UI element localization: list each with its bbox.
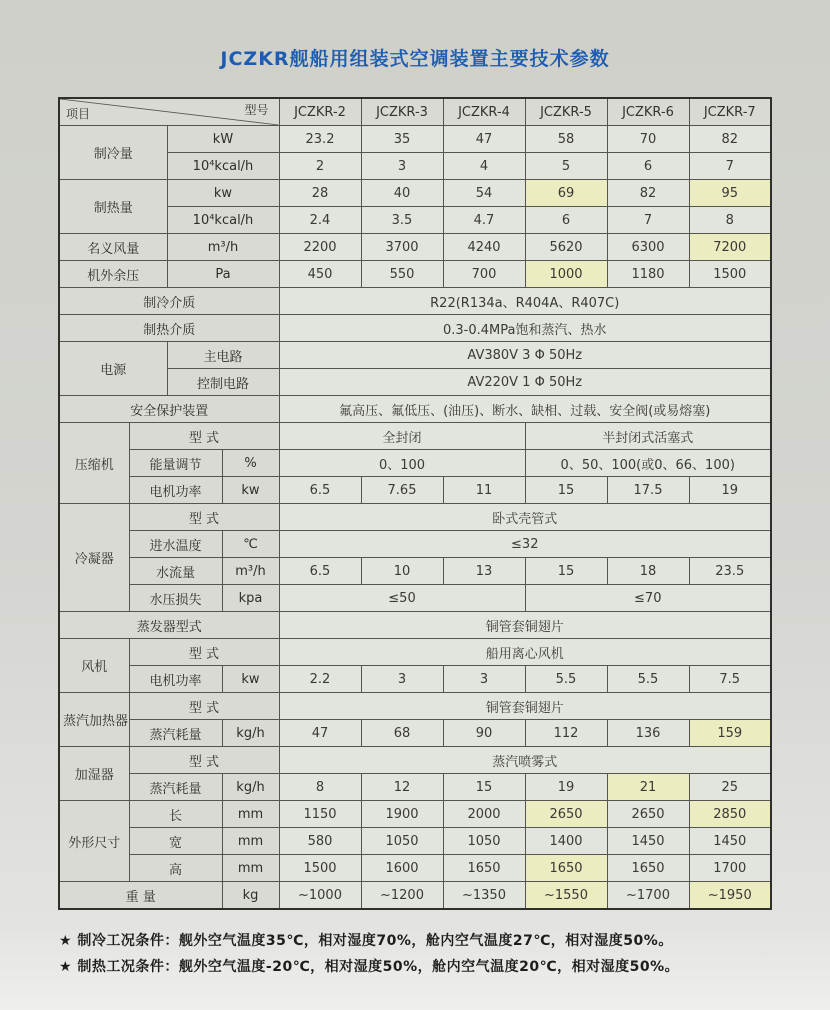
value-cell: 550 xyxy=(361,261,443,288)
value-cell: 58 xyxy=(525,126,607,153)
value-cell: 1650 xyxy=(525,855,607,882)
value-cell: 1700 xyxy=(689,855,771,882)
value-cell: 580 xyxy=(279,828,361,855)
footnote-heating-condition: ★ 制热工况条件：舰外空气温度-20℃，相对湿度50%，舱内空气温度20℃，相对湿度50%。 xyxy=(59,959,680,975)
model-column-header: JCZKR-4 xyxy=(443,98,525,126)
row-label: 进水温度 xyxy=(129,531,222,558)
table-row xyxy=(59,612,771,639)
value-cell: ~1550 xyxy=(525,882,607,910)
value-cell: ≤70 xyxy=(525,585,771,612)
row-label: 制冷介质 xyxy=(59,288,279,315)
unit-cell: 10⁴kcal/h xyxy=(167,153,279,180)
value-cell: 70 xyxy=(607,126,689,153)
row-label: 电源 xyxy=(59,342,167,396)
unit-cell: kg xyxy=(222,882,279,910)
page-title: JCZKR舰船用组装式空调装置主要技术参数 xyxy=(220,48,610,70)
row-label: 水压损失 xyxy=(129,585,222,612)
value-cell: 21 xyxy=(607,774,689,801)
value-cell: 1180 xyxy=(607,261,689,288)
table-row xyxy=(59,477,771,504)
table-row xyxy=(59,315,771,342)
value-cell: 0、50、100(或0、66、100) xyxy=(525,450,771,477)
value-cell: 6 xyxy=(525,207,607,234)
value-cell: 1050 xyxy=(361,828,443,855)
value-cell: ≤50 xyxy=(279,585,525,612)
value-cell: 23.2 xyxy=(279,126,361,153)
value-cell: 2.4 xyxy=(279,207,361,234)
row-label: 蒸汽耗量 xyxy=(129,774,222,801)
value-cell: 35 xyxy=(361,126,443,153)
value-cell: 1450 xyxy=(607,828,689,855)
model-column-header: JCZKR-5 xyxy=(525,98,607,126)
value-cell: 40 xyxy=(361,180,443,207)
value-cell: 3 xyxy=(361,153,443,180)
table-row xyxy=(59,504,771,531)
value-cell: 4.7 xyxy=(443,207,525,234)
value-cell: 4240 xyxy=(443,234,525,261)
value-cell: 8 xyxy=(689,207,771,234)
table-row xyxy=(59,450,771,477)
table-row xyxy=(59,261,771,288)
unit-cell: kw xyxy=(222,477,279,504)
row-label: 风机 xyxy=(59,639,129,693)
row-label: 制热介质 xyxy=(59,315,279,342)
value-cell: 68 xyxy=(361,720,443,747)
value-cell: 1050 xyxy=(443,828,525,855)
value-cell: 2650 xyxy=(525,801,607,828)
value-cell: 15 xyxy=(443,774,525,801)
value-cell: 450 xyxy=(279,261,361,288)
value-cell: 18 xyxy=(607,558,689,585)
value-cell: 7.65 xyxy=(361,477,443,504)
unit-cell: mm xyxy=(222,828,279,855)
value-cell: AV380V 3 Φ 50Hz xyxy=(279,342,771,369)
row-label: 电机功率 xyxy=(129,477,222,504)
table-row xyxy=(59,558,771,585)
value-cell: 82 xyxy=(689,126,771,153)
value-cell: 54 xyxy=(443,180,525,207)
value-cell: 4 xyxy=(443,153,525,180)
value-cell: 1900 xyxy=(361,801,443,828)
row-label: 型 式 xyxy=(129,639,279,666)
value-cell: 2850 xyxy=(689,801,771,828)
table-row xyxy=(59,747,771,774)
value-cell: 5620 xyxy=(525,234,607,261)
table-row xyxy=(59,180,771,207)
row-label: 外形尺寸 xyxy=(59,801,129,882)
table-row xyxy=(59,801,771,828)
unit-cell: kw xyxy=(167,180,279,207)
table-row xyxy=(59,531,771,558)
table-row xyxy=(59,855,771,882)
table-row xyxy=(59,774,771,801)
value-cell: 7200 xyxy=(689,234,771,261)
table-row xyxy=(59,342,771,369)
value-cell: 13 xyxy=(443,558,525,585)
value-cell: 12 xyxy=(361,774,443,801)
row-label: 蒸发器型式 xyxy=(59,612,279,639)
model-column-header: JCZKR-2 xyxy=(279,98,361,126)
row-label: 控制电路 xyxy=(167,369,279,396)
value-cell: 7 xyxy=(689,153,771,180)
value-cell: 2650 xyxy=(607,801,689,828)
value-cell: 半封闭式活塞式 xyxy=(525,423,771,450)
unit-cell: m³/h xyxy=(222,558,279,585)
value-cell: 船用离心风机 xyxy=(279,639,771,666)
row-label: 水流量 xyxy=(129,558,222,585)
value-cell: 8 xyxy=(279,774,361,801)
value-cell: 1500 xyxy=(279,855,361,882)
value-cell: 95 xyxy=(689,180,771,207)
value-cell: 28 xyxy=(279,180,361,207)
value-cell: ~1700 xyxy=(607,882,689,910)
row-label: 安全保护装置 xyxy=(59,396,279,423)
value-cell: 17.5 xyxy=(607,477,689,504)
row-label: 型 式 xyxy=(129,423,279,450)
row-label: 型 式 xyxy=(129,504,279,531)
value-cell: 7.5 xyxy=(689,666,771,693)
value-cell: 3700 xyxy=(361,234,443,261)
unit-cell: kW xyxy=(167,126,279,153)
spec-table xyxy=(58,97,772,910)
value-cell: 6.5 xyxy=(279,477,361,504)
table-row xyxy=(59,720,771,747)
value-cell: 1400 xyxy=(525,828,607,855)
unit-cell: 10⁴kcal/h xyxy=(167,207,279,234)
value-cell: 1000 xyxy=(525,261,607,288)
item-axis-label: 项目 xyxy=(66,107,91,121)
row-label: 重 量 xyxy=(59,882,222,910)
value-cell: ≤32 xyxy=(279,531,771,558)
table-row xyxy=(59,126,771,153)
value-cell: 1650 xyxy=(607,855,689,882)
table-row xyxy=(59,234,771,261)
value-cell: ~1200 xyxy=(361,882,443,910)
table-row xyxy=(59,288,771,315)
row-label: 蒸汽加热器 xyxy=(59,693,129,747)
row-label: 名义风量 xyxy=(59,234,167,261)
value-cell: 2.2 xyxy=(279,666,361,693)
row-label: 压缩机 xyxy=(59,423,129,504)
value-cell: ~1350 xyxy=(443,882,525,910)
value-cell: 5 xyxy=(525,153,607,180)
value-cell: 3 xyxy=(443,666,525,693)
value-cell: 6300 xyxy=(607,234,689,261)
row-label: 蒸汽耗量 xyxy=(129,720,222,747)
row-label: 机外余压 xyxy=(59,261,167,288)
value-cell: 铜管套铜翅片 xyxy=(279,693,771,720)
value-cell: 10 xyxy=(361,558,443,585)
row-label: 型 式 xyxy=(129,747,279,774)
value-cell: 1500 xyxy=(689,261,771,288)
value-cell: 5.5 xyxy=(607,666,689,693)
value-cell: 15 xyxy=(525,477,607,504)
value-cell: 25 xyxy=(689,774,771,801)
row-label: 宽 xyxy=(129,828,222,855)
unit-cell: kpa xyxy=(222,585,279,612)
value-cell: 15 xyxy=(525,558,607,585)
row-label: 冷凝器 xyxy=(59,504,129,612)
table-row xyxy=(59,639,771,666)
model-axis-label: 型号 xyxy=(244,103,269,117)
row-label: 型 式 xyxy=(129,693,279,720)
unit-cell: kw xyxy=(222,666,279,693)
model-column-header: JCZKR-7 xyxy=(689,98,771,126)
value-cell: 3 xyxy=(361,666,443,693)
unit-cell: mm xyxy=(222,801,279,828)
value-cell: 159 xyxy=(689,720,771,747)
row-label: 制热量 xyxy=(59,180,167,234)
unit-cell: ℃ xyxy=(222,531,279,558)
table-row xyxy=(59,666,771,693)
value-cell: 0.3-0.4MPa饱和蒸汽、热水 xyxy=(279,315,771,342)
footnotes xyxy=(59,930,771,976)
row-label: 长 xyxy=(129,801,222,828)
model-column-header: JCZKR-6 xyxy=(607,98,689,126)
value-cell: 700 xyxy=(443,261,525,288)
row-label: 能量调节 xyxy=(129,450,222,477)
value-cell: AV220V 1 Φ 50Hz xyxy=(279,369,771,396)
table-row xyxy=(59,423,771,450)
value-cell: 47 xyxy=(279,720,361,747)
value-cell: 69 xyxy=(525,180,607,207)
value-cell: 1600 xyxy=(361,855,443,882)
value-cell: 1150 xyxy=(279,801,361,828)
unit-cell: m³/h xyxy=(167,234,279,261)
value-cell: ~1000 xyxy=(279,882,361,910)
unit-cell: Pa xyxy=(167,261,279,288)
value-cell: 全封闭 xyxy=(279,423,525,450)
value-cell: 氟高压、氟低压、(油压)、断水、缺相、过载、安全阀(或易熔塞) xyxy=(279,396,771,423)
value-cell: 112 xyxy=(525,720,607,747)
table-row xyxy=(59,585,771,612)
value-cell: 1650 xyxy=(443,855,525,882)
unit-cell: mm xyxy=(222,855,279,882)
value-cell: 卧式壳管式 xyxy=(279,504,771,531)
row-label: 加湿器 xyxy=(59,747,129,801)
value-cell: 19 xyxy=(689,477,771,504)
model-column-header: JCZKR-3 xyxy=(361,98,443,126)
value-cell: 6 xyxy=(607,153,689,180)
value-cell: 136 xyxy=(607,720,689,747)
value-cell: R22(R134a、R404A、R407C) xyxy=(279,288,771,315)
unit-cell: kg/h xyxy=(222,720,279,747)
table-row xyxy=(59,882,771,910)
value-cell: 2 xyxy=(279,153,361,180)
value-cell: 5.5 xyxy=(525,666,607,693)
table-row xyxy=(59,828,771,855)
value-cell: 23.5 xyxy=(689,558,771,585)
value-cell: ~1950 xyxy=(689,882,771,910)
value-cell: 19 xyxy=(525,774,607,801)
value-cell: 11 xyxy=(443,477,525,504)
value-cell: 6.5 xyxy=(279,558,361,585)
table-row xyxy=(59,693,771,720)
diagonal-header-cell xyxy=(59,98,279,126)
table-row xyxy=(59,396,771,423)
row-label: 电机功率 xyxy=(129,666,222,693)
value-cell: 1450 xyxy=(689,828,771,855)
value-cell: 铜管套铜翅片 xyxy=(279,612,771,639)
row-label: 主电路 xyxy=(167,342,279,369)
header-row xyxy=(59,98,771,126)
value-cell: 47 xyxy=(443,126,525,153)
unit-cell: kg/h xyxy=(222,774,279,801)
value-cell: 蒸汽喷雾式 xyxy=(279,747,771,774)
row-label: 高 xyxy=(129,855,222,882)
value-cell: 82 xyxy=(607,180,689,207)
value-cell: 90 xyxy=(443,720,525,747)
value-cell: 2000 xyxy=(443,801,525,828)
value-cell: 2200 xyxy=(279,234,361,261)
unit-cell: % xyxy=(222,450,279,477)
value-cell: 0、100 xyxy=(279,450,525,477)
value-cell: 3.5 xyxy=(361,207,443,234)
value-cell: 7 xyxy=(607,207,689,234)
row-label: 制冷量 xyxy=(59,126,167,180)
footnote-cooling-condition: ★ 制冷工况条件：舰外空气温度35℃，相对湿度70%，舱内空气温度27℃，相对湿度50%。 xyxy=(59,933,673,949)
